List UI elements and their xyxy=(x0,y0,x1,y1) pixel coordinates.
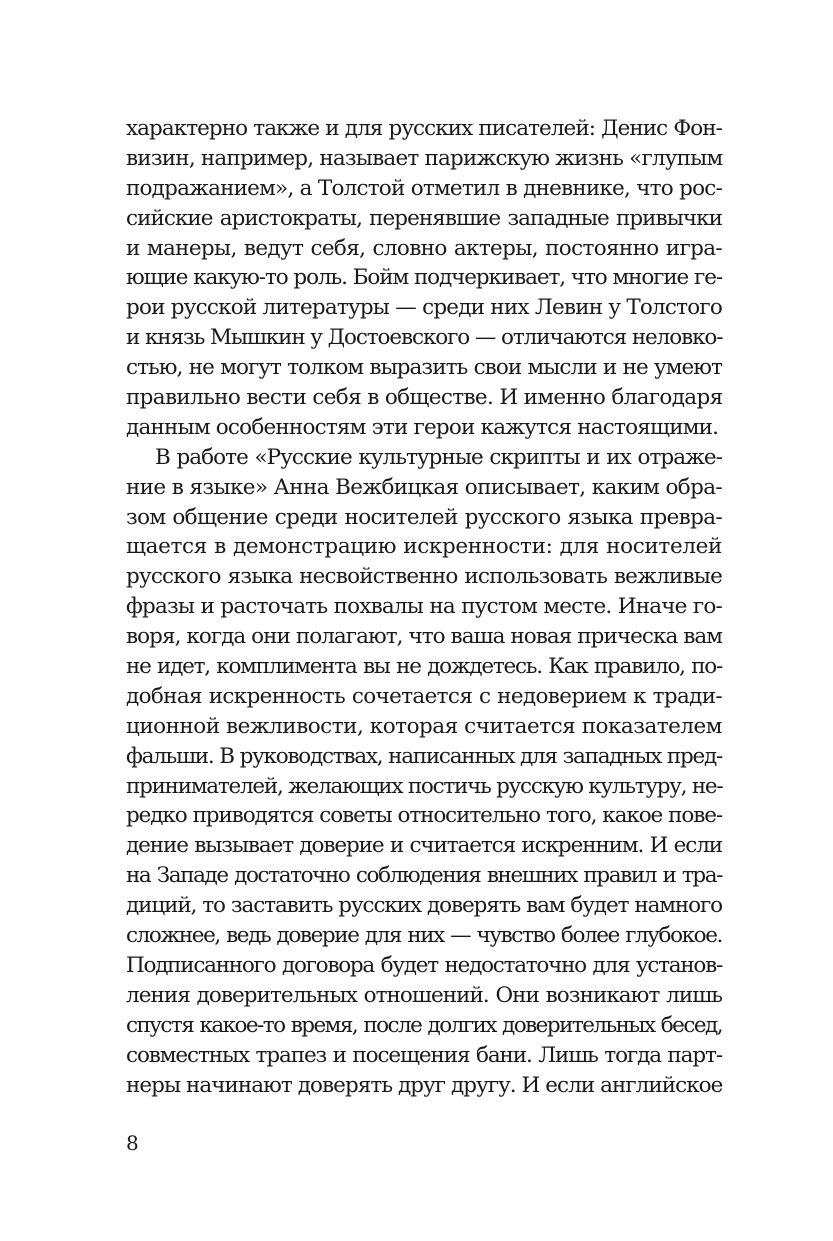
text-line: спустя какое-то время, после долгих доверительных бесед, xyxy=(126,1012,722,1038)
text-line: не идет, комплимента вы не дождетесь. Как правило, по- xyxy=(126,654,722,680)
text-line: на Западе достаточно соблюдения внешних правил и тра- xyxy=(126,863,722,889)
text-line: неры начинают доверять друг другу. И если английское xyxy=(126,1072,723,1098)
text-line: ления доверительных отношений. Они возникают лишь xyxy=(126,982,722,1008)
text-line: Подписанного договора будет недостаточно для установ- xyxy=(126,952,722,978)
text-line: правильно вести себя в обществе. И именно благодаря xyxy=(126,385,723,411)
text-line: редко приводятся советы относительно того, какое пове- xyxy=(126,803,722,829)
text-line: сложнее, ведь доверие для них — чувство более глубокое. xyxy=(126,923,722,949)
text-line: ционной вежливости, которая считается показателем xyxy=(126,713,722,739)
text-line: и манеры, ведут себя, словно актеры, постоянно игра- xyxy=(126,235,722,261)
text-line: дение вызывает доверие и считается искренним. И если xyxy=(126,833,722,859)
text-line: подражанием», а Толстой отметил в дневнике, что рос- xyxy=(126,175,722,201)
text-line: характерно также и для русских писателей: Денис Фон- xyxy=(126,116,722,141)
text-line: ние в языке» Анна Вежбицкая описывает, каким обра- xyxy=(126,474,722,500)
text-line: данным особенностям эти герои кажутся настоящими. xyxy=(126,414,719,440)
text-line: принимателей, желающих постичь русскую культуру, не- xyxy=(126,773,723,799)
text-line: диций, то заставить русских доверять вам будет намного xyxy=(126,893,722,919)
text-line: рои русской литературы — среди них Левин у Толстого xyxy=(126,295,722,321)
text-line: сийские аристократы, перенявшие западные привычки xyxy=(126,205,722,231)
paragraph-1 xyxy=(126,114,722,443)
text-line: фальши. В руководствах, написанных для западных пред- xyxy=(126,743,722,769)
page-number: 8 xyxy=(126,1131,139,1155)
text-line: В работе «Русские культурные скрипты и их отраже- xyxy=(155,444,722,470)
paragraph-2 xyxy=(126,443,722,1101)
text-line: фразы и расточать похвалы на пустом месте. Иначе го- xyxy=(126,594,722,620)
text-line: совместных трапез и посещения бани. Лишь тогда парт- xyxy=(126,1042,722,1068)
text-line: русского языка несвойственно использовать вежливые xyxy=(126,564,722,590)
text-line: ющие какую-то роль. Бойм подчеркивает, что многие ге- xyxy=(126,265,722,291)
text-line: зом общение среди носителей русского языка превра- xyxy=(126,504,722,530)
text-line: добная искренность сочетается с недоверием к тради- xyxy=(126,683,722,709)
text-line: стью, не могут толком выразить свои мысли и не умеют xyxy=(126,355,722,381)
body-text xyxy=(126,114,722,1100)
text-line: воря, когда они полагают, что ваша новая прическа вам xyxy=(126,624,722,650)
text-line: щается в демонстрацию искренности: для носителей xyxy=(126,534,722,560)
text-line: и князь Мышкин у Достоевского — отличаются неловко- xyxy=(126,325,723,351)
text-line: визин, например, называет парижскую жизнь «глупым xyxy=(126,145,723,171)
